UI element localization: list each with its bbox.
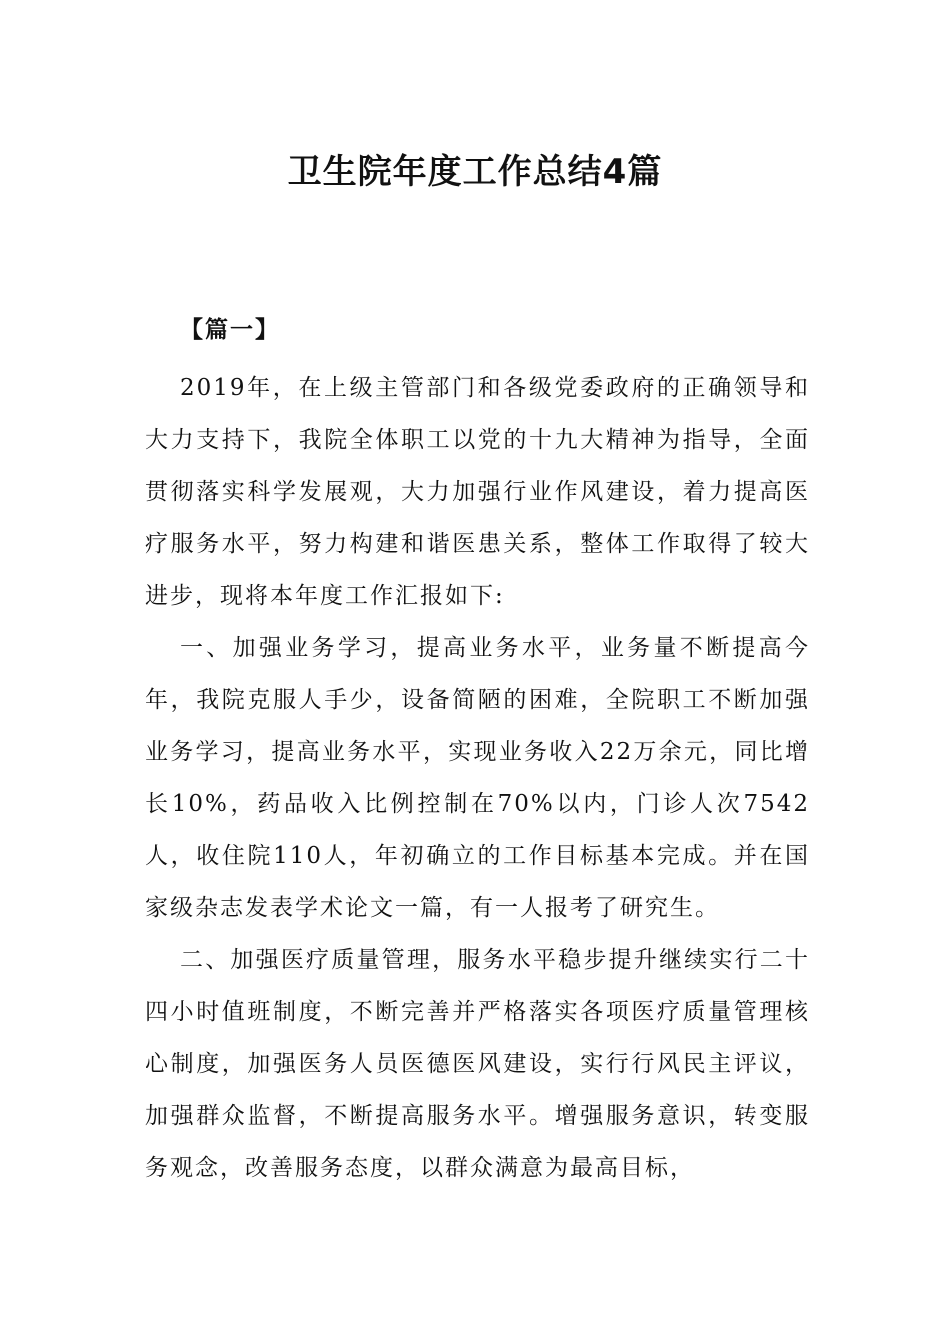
document-body (145, 362, 810, 1194)
paragraph-section-one: 一、加强业务学习，提高业务水平，业务量不断提高今年，我院克服人手少，设备简陋的困难，全院职工不断加强业务学习，提高业务水平，实现业务收入22万余元，同比增长10%，药品收入比例控制在70%以内，门诊人次7542人，收住院110人，年初确立的工作目标基本完成。并在国家级杂志发表学术论文一篇，有一人报考了研究生。 (145, 635, 810, 921)
document-title: 卫生院年度工作总结4篇 (287, 152, 663, 192)
section-label: 【篇一】 (180, 316, 280, 343)
paragraph-intro: 2019年，在上级主管部门和各级党委政府的正确领导和大力支持下，我院全体职工以党的十九大精神为指导，全面贯彻落实科学发展观，大力加强行业作风建设，着力提高医疗服务水平，努力构建和谐医患关系，整体工作取得了较大进步，现将本年度工作汇报如下: (145, 375, 810, 609)
paragraph-section-two: 二、加强医疗质量管理，服务水平稳步提升继续实行二十四小时值班制度，不断完善并严格落实各项医疗质量管理核心制度，加强医务人员医德医风建设，实行行风民主评议，加强群众监督，不断提高服务水平。增强服务意识，转变服务观念，改善服务态度，以群众满意为最高目标， (145, 947, 810, 1181)
